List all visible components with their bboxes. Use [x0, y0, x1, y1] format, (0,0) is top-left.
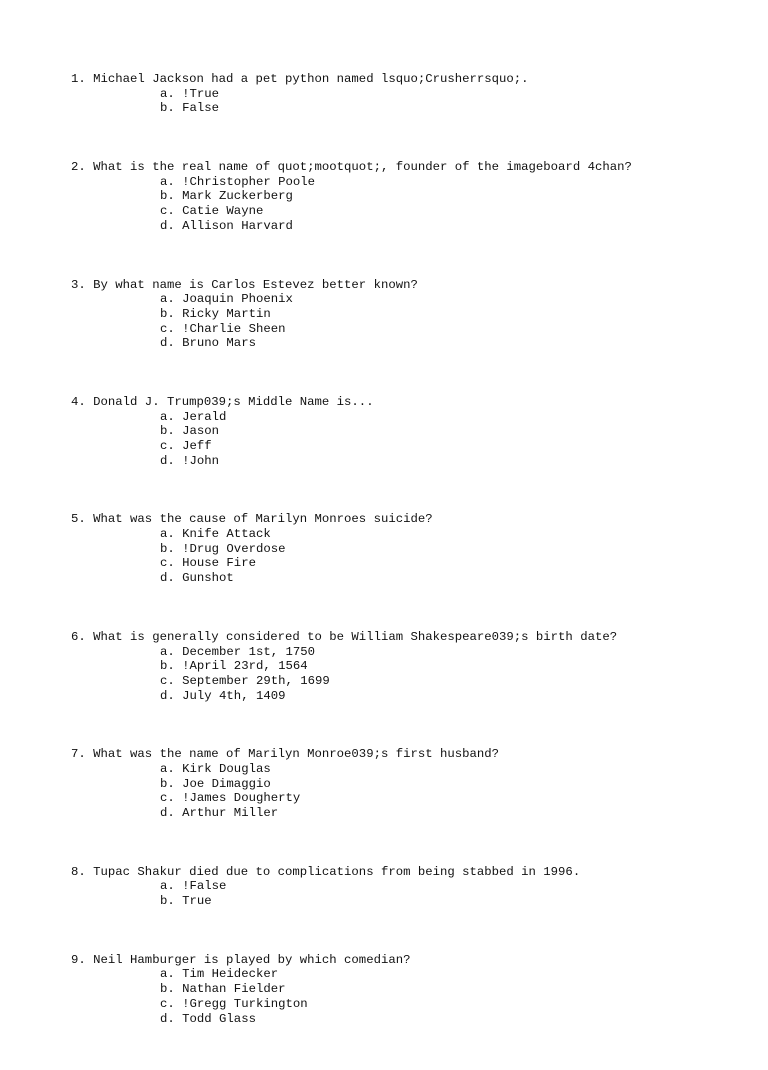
- answer-letter: c.: [160, 673, 175, 688]
- answer-text: !Gregg Turkington: [182, 996, 308, 1011]
- answer-text: Joaquin Phoenix: [182, 292, 293, 307]
- answer-text: Nathan Fielder: [182, 982, 286, 997]
- question-number: 8.: [71, 864, 86, 879]
- answer-text: Jerald: [182, 409, 227, 424]
- question-2: [71, 160, 748, 233]
- answer-option: [71, 571, 748, 586]
- answer-text: Todd Glass: [182, 1011, 256, 1026]
- answer-letter: c.: [160, 321, 175, 336]
- question-text: What is the real name of quot;mootquot;, founder of the imageboard 4chan?: [93, 160, 632, 175]
- answer-option: [71, 659, 748, 674]
- question-9: [71, 953, 748, 1026]
- answer-text: !Charlie Sheen: [182, 321, 286, 336]
- question-line: [71, 512, 748, 527]
- question-text: What was the name of Marilyn Monroe039;s first husband?: [93, 747, 500, 762]
- answer-text: Mark Zuckerberg: [182, 189, 293, 204]
- question-line: [71, 865, 748, 880]
- answer-letter: c.: [160, 996, 175, 1011]
- answer-letter: a.: [160, 409, 175, 424]
- question-text: Donald J. Trump039;s Middle Name is...: [93, 394, 374, 409]
- question-line: [71, 160, 748, 175]
- answer-option: [71, 791, 748, 806]
- answer-option: [71, 674, 748, 689]
- question-number: 3.: [71, 277, 86, 292]
- answer-option: [71, 175, 748, 190]
- answer-text: Jason: [182, 424, 220, 439]
- answer-letter: b.: [160, 982, 175, 997]
- question-line: [71, 630, 748, 645]
- answer-letter: b.: [160, 189, 175, 204]
- question-line: [71, 72, 748, 87]
- answer-option: [71, 424, 748, 439]
- answer-text: Gunshot: [182, 571, 234, 586]
- answer-text: !False: [182, 879, 227, 894]
- answer-letter: b.: [160, 306, 175, 321]
- answer-letter: c.: [160, 439, 175, 453]
- answer-letter: a.: [160, 879, 175, 894]
- answer-text: Joe Dimaggio: [182, 776, 271, 791]
- question-line: [71, 747, 748, 762]
- answer-letter: a.: [160, 292, 175, 307]
- answer-text: Arthur Miller: [182, 806, 279, 820]
- answer-letter: d.: [160, 688, 175, 703]
- answer-option: [71, 645, 748, 660]
- answer-option: [71, 410, 748, 425]
- answer-letter: a.: [160, 86, 175, 101]
- answer-letter: b.: [160, 659, 175, 674]
- answer-option: [71, 967, 748, 982]
- answer-text: Knife Attack: [182, 527, 271, 542]
- question-text: Neil Hamburger is played by which comedian?: [93, 952, 411, 967]
- answer-option: [71, 292, 748, 307]
- question-text: What is generally considered to be William Shakespeare039;s birth date?: [93, 629, 618, 644]
- answer-letter: a.: [160, 527, 175, 542]
- question-number: 5.: [71, 512, 86, 527]
- answer-letter: b.: [160, 101, 175, 116]
- answer-letter: a.: [160, 644, 175, 659]
- question-number: 1.: [71, 72, 86, 86]
- question-number: 6.: [71, 629, 86, 644]
- answer-text: !True: [182, 86, 220, 101]
- answer-letter: c.: [160, 204, 175, 219]
- answer-letter: b.: [160, 541, 175, 556]
- answer-text: Jeff: [182, 439, 212, 453]
- answer-letter: c.: [160, 791, 175, 806]
- answer-option: [71, 879, 748, 894]
- answer-option: [71, 542, 748, 557]
- answer-letter: d.: [160, 336, 175, 351]
- answer-text: Tim Heidecker: [182, 967, 279, 982]
- answer-letter: d.: [160, 1011, 175, 1026]
- answer-text: Kirk Douglas: [182, 761, 271, 776]
- answer-option: [71, 454, 748, 469]
- answer-option: [71, 762, 748, 777]
- answer-text: House Fire: [182, 556, 256, 571]
- answer-option: [71, 219, 748, 234]
- question-number: 4.: [71, 394, 86, 409]
- answer-option: [71, 527, 748, 542]
- answer-letter: a.: [160, 174, 175, 189]
- answer-option: [71, 189, 748, 204]
- answer-text: Catie Wayne: [182, 204, 264, 219]
- answer-text: !April 23rd, 1564: [182, 659, 308, 674]
- question-line: [71, 278, 748, 293]
- answer-letter: b.: [160, 894, 175, 909]
- answer-letter: a.: [160, 761, 175, 776]
- answer-text: Ricky Martin: [182, 306, 271, 321]
- answer-letter: d.: [160, 806, 175, 820]
- answer-text: True: [182, 894, 212, 909]
- answer-option: [71, 777, 748, 792]
- answer-option: [71, 322, 748, 337]
- question-number: 2.: [71, 160, 86, 175]
- question-8: [71, 865, 748, 909]
- answer-text: !James Dougherty: [182, 791, 301, 806]
- answer-text: December 1st, 1750: [182, 644, 315, 659]
- answer-text: Allison Harvard: [182, 218, 293, 233]
- answer-option: [71, 556, 748, 571]
- answer-text: July 4th, 1409: [182, 688, 286, 703]
- question-text: By what name is Carlos Estevez better known?: [93, 277, 418, 292]
- question-line: [71, 953, 748, 968]
- answer-option: [71, 982, 748, 997]
- answer-letter: a.: [160, 967, 175, 982]
- question-6: [71, 630, 748, 703]
- question-text: Tupac Shakur died due to complications from being stabbed in 1996.: [93, 864, 581, 879]
- answer-letter: b.: [160, 776, 175, 791]
- answer-text: !John: [182, 453, 220, 468]
- answer-letter: d.: [160, 218, 175, 233]
- answer-option: [71, 689, 748, 704]
- answer-option: [71, 204, 748, 219]
- answer-letter: d.: [160, 571, 175, 586]
- quiz-document: [71, 72, 748, 1070]
- answer-option: [71, 439, 748, 454]
- question-3: [71, 278, 748, 351]
- answer-option: [71, 894, 748, 909]
- answer-letter: c.: [160, 556, 175, 571]
- question-text: Michael Jackson had a pet python named lsquo;Crusherrsquo;.: [93, 72, 529, 86]
- answer-option: [71, 997, 748, 1012]
- answer-letter: b.: [160, 424, 175, 439]
- question-line: [71, 395, 748, 410]
- answer-option: [71, 101, 748, 116]
- answer-text: !Drug Overdose: [182, 541, 286, 556]
- question-5: [71, 512, 748, 585]
- answer-option: [71, 336, 748, 351]
- answer-text: Bruno Mars: [182, 336, 256, 351]
- question-text: What was the cause of Marilyn Monroes suicide?: [93, 512, 433, 527]
- answer-text: September 29th, 1699: [182, 673, 330, 688]
- answer-text: !Christopher Poole: [182, 174, 315, 189]
- question-1: [71, 72, 748, 116]
- question-7: [71, 747, 748, 820]
- answer-option: [71, 307, 748, 322]
- question-number: 9.: [71, 952, 86, 967]
- question-4: [71, 395, 748, 468]
- answer-option: [71, 87, 748, 102]
- answer-text: False: [182, 101, 220, 116]
- question-number: 7.: [71, 747, 86, 762]
- answer-option: [71, 806, 748, 821]
- answer-letter: d.: [160, 453, 175, 468]
